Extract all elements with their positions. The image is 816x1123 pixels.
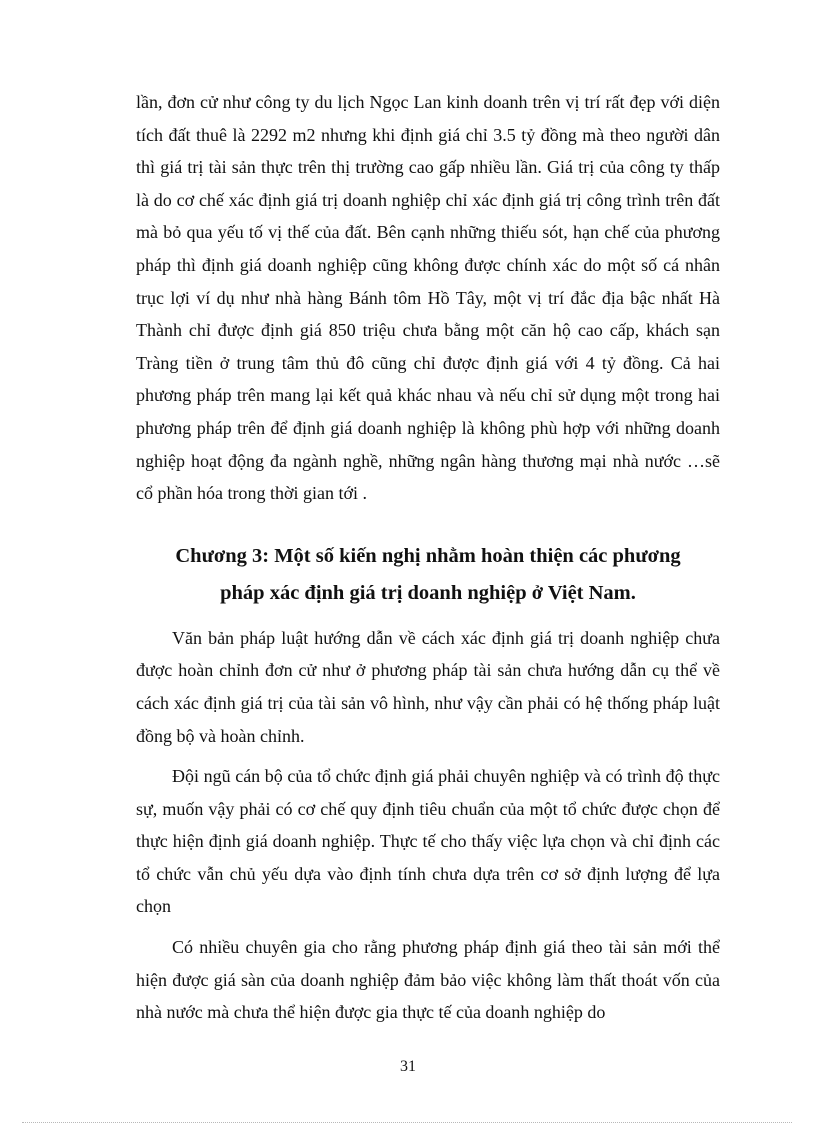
chapter-heading-line-1: Chương 3: Một số kiến nghị nhằm hoàn thiện các phương xyxy=(175,544,681,567)
page-number: 31 xyxy=(400,1058,416,1075)
chapter-heading xyxy=(136,538,720,612)
paragraph-valuation-staff: Đội ngũ cán bộ của tổ chức định giá phải chuyên nghiệp và có trình độ thực sự, muốn vậy phải có cơ chế quy định tiêu chuẩn của một tổ chức được chọn để thực hiện định giá doanh nghiệp. Thực tế cho thấy việc lựa chọn và chỉ định các tổ chức vẫn chủ yếu dựa vào định tính chưa dựa trên cơ sở định lượng để lựa chọn xyxy=(136,766,720,917)
chapter-heading-line-2: pháp xác định giá trị doanh nghiệp ở Việt Nam. xyxy=(220,581,636,604)
page-content xyxy=(136,86,720,1029)
paragraph-legal-framework: Văn bản pháp luật hướng dẫn về cách xác định giá trị doanh nghiệp chưa được hoàn chỉnh đơn cử như ở phương pháp tài sản chưa hướng dẫn cụ thể về cách xác định giá trị của tài sản vô hình, như vậy cần phải có hệ thống pháp luật đồng bộ và hoàn chỉnh. xyxy=(136,627,720,746)
paragraph-continuation: lần, đơn cử như công ty du lịch Ngọc Lan kinh doanh trên vị trí rất đẹp với diện tích đất thuê là 2292 m2 nhưng khi định giá chỉ 3.5 tỷ đồng mà theo người dân thì giá trị tài sản thực trên thị trường cao gấp nhiều lần. Giá trị của công ty thấp là do cơ chế xác định giá trị doanh nghiệp chỉ xác định giá trị công trình trên đất mà bỏ qua yếu tố vị thế của đất. Bên cạnh những thiếu sót, hạn chế của phương pháp thì định giá doanh nghiệp cũng không được chính xác do một số cá nhân trục lợi ví dụ như nhà hàng Bánh tôm Hồ Tây, một vị trí đắc địa bậc nhất Hà Thành chỉ được định giá 850 triệu chưa bằng một căn hộ cao cấp, khách sạn Tràng tiền ở trung tâm thủ đô cũng chỉ được định giá với 4 tỷ đồng. Cả hai phương pháp trên mang lại kết quả khác nhau và nếu chỉ sử dụng một trong hai phương pháp trên để định giá doanh nghiệp là không phù hợp với những doanh nghiệp hoạt động đa ngành nghề, những ngân hàng thương mại nhà nước …sẽ cổ phần hóa trong thời gian tới . xyxy=(136,92,720,504)
paragraph-expert-opinion: Có nhiều chuyên gia cho rằng phương pháp định giá theo tài sản mới thể hiện được giá sàn của doanh nghiệp đảm bảo việc không làm thất thoát vốn của nhà nước mà chưa thể hiện được gia thực tế của doanh nghiệp do xyxy=(136,937,720,1023)
